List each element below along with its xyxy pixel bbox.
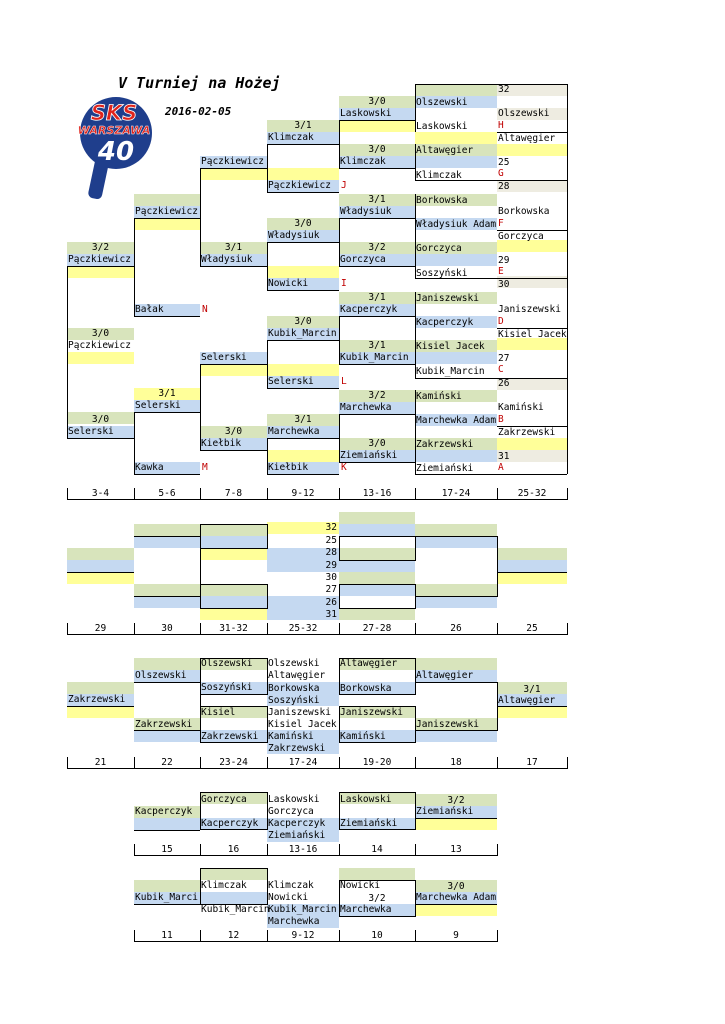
- player: Kubik_Marcin: [268, 904, 337, 915]
- player: Soszyński: [201, 682, 253, 693]
- player: Laskowski: [268, 794, 320, 805]
- place-label: 7-8: [224, 488, 243, 499]
- seed-letter: G: [498, 168, 504, 179]
- logo-middle-text: WARSZAWA: [77, 124, 151, 137]
- match-player: Władysiuk Adam: [416, 219, 497, 230]
- seed-number: 29: [325, 560, 337, 571]
- logo-bottom-text: 40: [97, 137, 135, 167]
- match-winner: Kiełbik: [201, 438, 242, 449]
- match-winner: Ziemiański: [416, 806, 474, 817]
- match-score: 3/0: [294, 218, 312, 229]
- match-score: 3/0: [91, 414, 110, 425]
- seed-name: Altawęgier: [498, 133, 556, 144]
- match-score: 3/2: [368, 390, 386, 401]
- player: Klimczak: [268, 880, 314, 891]
- place-label: 12: [227, 930, 240, 941]
- match-winner: Klimczak: [340, 156, 386, 167]
- page-title: V Turniej na Hożej: [118, 74, 281, 92]
- match-score: 3/1: [368, 292, 386, 303]
- match-winner: Marchewka: [268, 426, 320, 437]
- match-winner: Kubik_Marcin: [268, 328, 337, 339]
- player-letter: L: [341, 376, 347, 387]
- player: Gorczyca: [201, 794, 247, 805]
- place-label: 26: [450, 623, 462, 634]
- seed-letter: F: [498, 218, 504, 229]
- seed-number: 30: [325, 572, 337, 583]
- seed-number: 31: [325, 609, 337, 620]
- player: Zakrzewski: [135, 719, 193, 730]
- player: Janiszewski: [416, 719, 479, 730]
- match-player: Klimczak: [416, 170, 462, 181]
- seed-name: Kisiel Jacek: [498, 329, 567, 340]
- match-winner: Gorczyca: [340, 254, 386, 265]
- seed-name: Borkowska: [498, 206, 550, 217]
- player: Kamiński: [340, 731, 386, 742]
- player: Kisiel: [201, 707, 236, 718]
- seed-number: 26: [498, 378, 510, 389]
- place-label: 13: [450, 844, 462, 855]
- place-label: 14: [371, 844, 383, 855]
- match-player: Kacperczyk: [416, 317, 474, 328]
- player: Selerski: [268, 376, 314, 387]
- place-label: 29: [94, 623, 107, 634]
- match-winner: Władysiuk: [268, 230, 320, 241]
- player: Ziemiański: [268, 830, 326, 841]
- seed-letter: B: [498, 414, 504, 425]
- match-winner: Ziemiański: [340, 450, 398, 461]
- match-player: Soszyński: [416, 268, 468, 279]
- seed-number: 32: [498, 84, 510, 95]
- seed-letter: H: [498, 120, 504, 131]
- match-winner: Kubik_Marcin: [340, 352, 409, 363]
- match-winner: Pączkiewicz: [201, 156, 264, 167]
- match-score: 3/1: [523, 684, 541, 695]
- player: Pączkiewicz: [268, 180, 331, 191]
- club-logo: [66, 93, 162, 205]
- player: Ziemiański: [340, 818, 398, 829]
- match-winner: Kacperczyk: [340, 304, 398, 315]
- player: Olszewski: [201, 658, 253, 669]
- match-winner: Marchewka: [340, 904, 392, 915]
- player-letter: M: [202, 462, 208, 473]
- match-score: 3/0: [294, 316, 312, 327]
- seed-letter: C: [498, 364, 504, 375]
- player: Janiszewski: [268, 707, 331, 718]
- match-score: 3/2: [447, 795, 465, 806]
- match-score: 3/1: [294, 120, 312, 131]
- match-player: Marchewka Adam: [416, 415, 497, 426]
- place-label: 22: [161, 757, 173, 768]
- player: Olszewski: [268, 658, 320, 669]
- player: Kacperczyk: [135, 806, 193, 817]
- seed-number: 29: [498, 255, 510, 266]
- place-label: 11: [161, 930, 173, 941]
- match-winner: Marchewka: [340, 402, 392, 413]
- match-score: 3/2: [368, 893, 386, 904]
- player: Borkowska: [340, 683, 392, 694]
- player: Kacperczyk: [201, 818, 259, 829]
- match-player: Gorczyca: [416, 243, 462, 254]
- player: Janiszewski: [340, 707, 403, 718]
- match-winner: Marchewka Adam: [416, 892, 497, 903]
- place-label: 13-16: [362, 488, 392, 499]
- place-label: 5-6: [158, 488, 176, 499]
- player-letter: I: [341, 278, 347, 289]
- place-label: 27-28: [362, 623, 392, 634]
- seed-number: 31: [498, 451, 510, 462]
- match-player: Kubik_Marcin: [416, 366, 485, 377]
- match-player: Janiszewski: [416, 293, 479, 304]
- place-label: 16: [227, 844, 240, 855]
- seed-number: 27: [498, 353, 510, 364]
- player: Nowicki: [268, 892, 309, 903]
- match-winner: Laskowski: [340, 108, 392, 119]
- player: Gorczyca: [268, 806, 314, 817]
- place-label: 10: [371, 930, 383, 941]
- player: Laskowski: [340, 794, 392, 805]
- seed-number: 28: [325, 547, 337, 558]
- tournament-date: 2016-02-05: [165, 105, 232, 118]
- match-score: 3/1: [158, 388, 176, 399]
- seed-number: 30: [498, 279, 510, 290]
- match-winner: Selerski: [135, 400, 181, 411]
- match-player: Ziemiański: [416, 463, 474, 474]
- place-label: 25-32: [288, 623, 318, 634]
- match-winner: Pączkiewicz: [68, 340, 131, 351]
- match-winner: Władysiuk: [340, 206, 392, 217]
- match-player: Laskowski: [416, 121, 468, 132]
- match-winner: Selerski: [68, 426, 114, 437]
- seed-number: 25: [325, 535, 337, 546]
- player-letter: N: [202, 304, 208, 315]
- match-score: 3/0: [447, 881, 465, 892]
- place-label: 15: [161, 844, 173, 855]
- player: Kiełbik: [268, 462, 309, 473]
- place-label: 25-32: [517, 488, 547, 499]
- match-winner: Pączkiewicz: [68, 254, 131, 265]
- match-winner: Pączkiewicz: [135, 206, 198, 217]
- place-label: 17: [526, 757, 538, 768]
- player: Soszyński: [268, 695, 320, 706]
- match-player: Borkowska: [416, 195, 468, 206]
- place-label: 25: [526, 623, 538, 634]
- place-label: 18: [450, 757, 462, 768]
- place-label: 31-32: [219, 623, 248, 634]
- player: Bałak: [135, 304, 164, 315]
- match-player: Kisiel Jacek: [416, 341, 485, 352]
- match-player: Zakrzewski: [416, 439, 474, 450]
- player-letter: K: [341, 462, 347, 473]
- seed-number: 26: [325, 597, 337, 608]
- match-winner: Selerski: [201, 352, 247, 363]
- player: Zakrzewski: [68, 694, 126, 705]
- match-score: 3/0: [368, 438, 386, 449]
- place-label: 17-24: [441, 488, 471, 499]
- seed-number: 32: [325, 522, 337, 533]
- player: Borkowska: [268, 683, 320, 694]
- match-score: 3/1: [368, 340, 386, 351]
- seed-name: Zakrzewski: [498, 427, 556, 438]
- match-score: 3/1: [224, 242, 243, 253]
- player: Klimczak: [201, 880, 247, 891]
- player: Nowicki: [340, 880, 381, 891]
- place-label: 21: [94, 757, 107, 768]
- match-player: Altawęgier: [416, 145, 474, 156]
- seed-letter: A: [498, 462, 504, 473]
- player: Altawęgier: [416, 670, 474, 681]
- player: Kisiel Jacek: [268, 719, 337, 730]
- player: Altawęgier: [268, 670, 326, 681]
- place-label: 23-24: [219, 757, 248, 768]
- match-score: 3/0: [91, 328, 110, 339]
- match-score: 3/1: [368, 194, 386, 205]
- match-player: Olszewski: [416, 97, 468, 108]
- place-label: 30: [161, 623, 173, 634]
- match-score: 3/0: [368, 144, 386, 155]
- player: Zakrzewski: [201, 731, 259, 742]
- seed-name: Kamiński: [498, 402, 544, 413]
- seed-number: 27: [325, 584, 337, 595]
- seed-letter: D: [498, 316, 504, 327]
- place-label: 3-4: [91, 488, 110, 499]
- place-label: 19-20: [362, 757, 392, 768]
- player: Kawka: [135, 462, 164, 473]
- seed-number: 25: [498, 157, 510, 168]
- place-label: 17-24: [288, 757, 318, 768]
- place-label: 13-16: [288, 844, 318, 855]
- seed-name: Olszewski: [498, 108, 550, 119]
- player: Kacperczyk: [268, 818, 326, 829]
- match-score: 3/2: [368, 242, 386, 253]
- player: Kubik_Marcin: [201, 904, 270, 915]
- player: Kamiński: [268, 731, 314, 742]
- match-score: 3/0: [368, 96, 386, 107]
- match-winner: Altawęgier: [498, 695, 556, 706]
- place-label: 9-12: [291, 930, 315, 941]
- match-player: Kamiński: [416, 391, 462, 402]
- seed-number: 28: [498, 181, 510, 192]
- match-score: 3/0: [224, 426, 243, 437]
- match-winner: Klimczak: [268, 132, 314, 143]
- match-winner: Władysiuk: [201, 254, 253, 265]
- player: Marchewka: [268, 916, 320, 927]
- player: Olszewski: [135, 670, 187, 681]
- place-label: 9: [453, 930, 459, 941]
- place-label: 9-12: [291, 488, 315, 499]
- player: Kubik_Marci: [135, 892, 198, 903]
- player: Altawęgier: [340, 658, 398, 669]
- seed-name: Gorczyca: [498, 231, 544, 242]
- player: Nowicki: [268, 278, 309, 289]
- seed-name: Janiszewski: [498, 304, 561, 315]
- player-letter: J: [341, 180, 347, 191]
- logo-top-text: SKS: [90, 101, 138, 125]
- seed-letter: E: [498, 266, 504, 277]
- match-score: 3/2: [91, 242, 110, 253]
- player: Zakrzewski: [268, 743, 326, 754]
- match-score: 3/1: [294, 414, 312, 425]
